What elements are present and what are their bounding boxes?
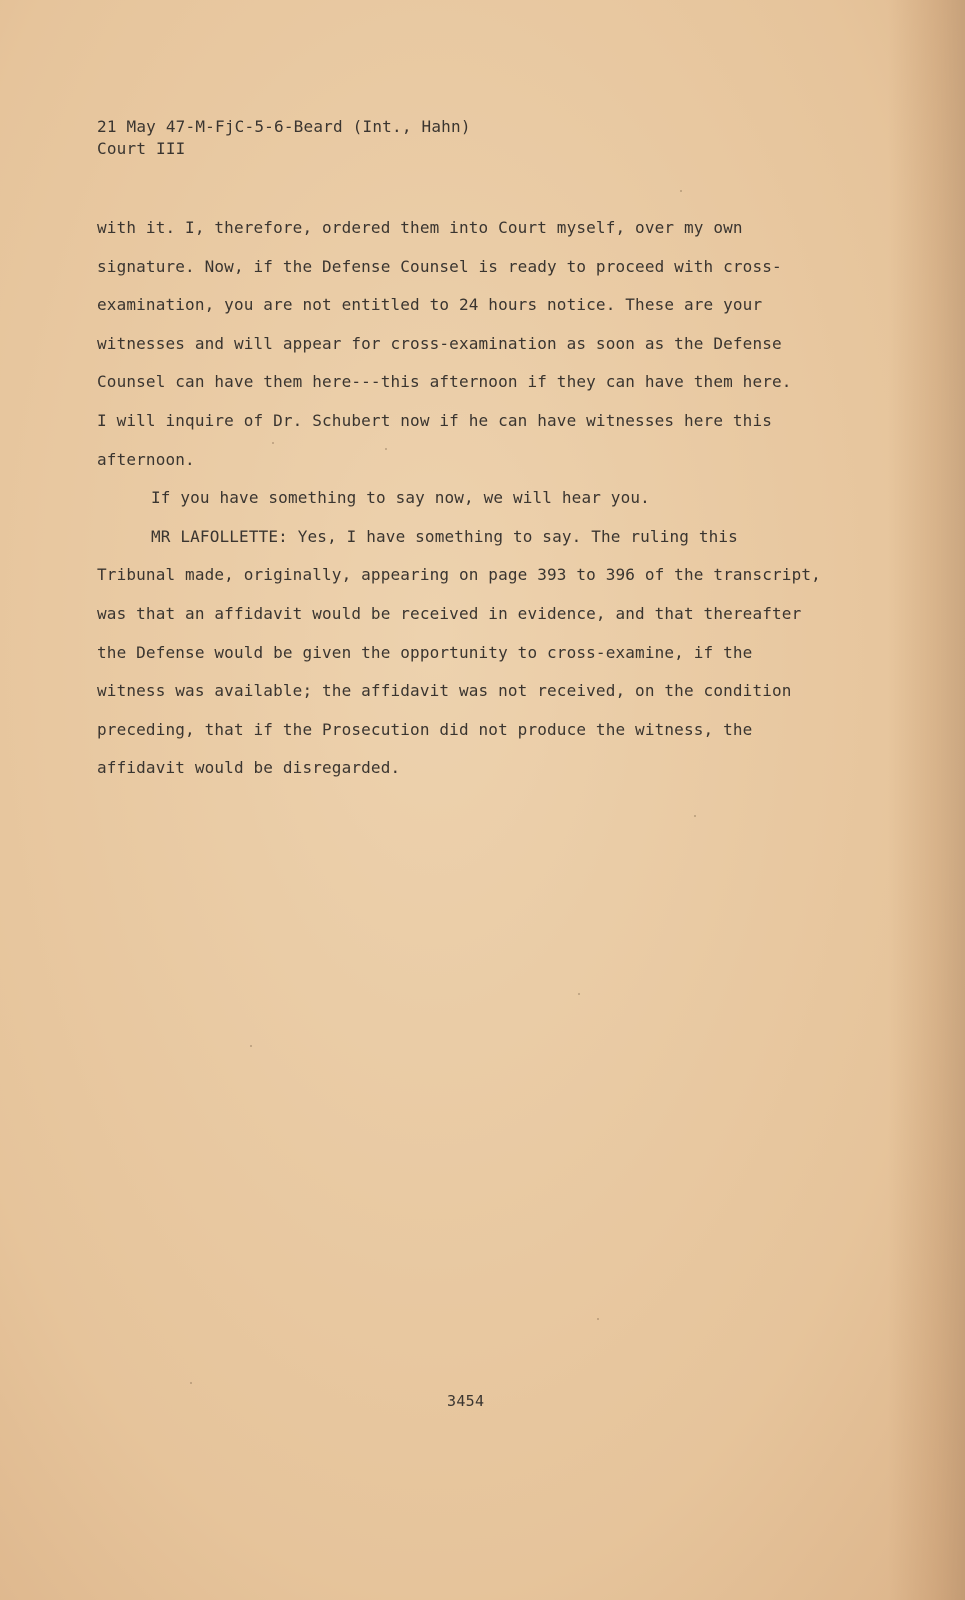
body-line: affidavit would be disregarded.	[97, 758, 401, 778]
paper-speck	[597, 1318, 599, 1320]
page-number: 3454	[447, 1392, 485, 1410]
paper-speck	[250, 1045, 252, 1047]
header-session-line: 21 May 47-M-FjC-5-6-Beard (Int., Hahn)	[97, 117, 471, 136]
paper-speck	[190, 1382, 192, 1384]
document-header	[97, 116, 471, 160]
header-court-line: Court III	[97, 139, 186, 158]
body-line: examination, you are not entitled to 24 hours notice. These are your	[97, 295, 763, 315]
paper-speck	[680, 190, 682, 192]
transcript-body	[97, 218, 857, 797]
speaker-line: MR LAFOLLETTE: Yes, I have something to say. The ruling this	[151, 526, 738, 546]
paper-speck	[578, 993, 580, 995]
body-line: afternoon.	[97, 449, 195, 469]
body-line: with it. I, therefore, ordered them into Court myself, over my own	[97, 218, 743, 237]
body-line: witnesses and will appear for cross-examination as soon as the Defense	[97, 333, 782, 353]
paper-speck	[694, 815, 696, 817]
body-line: preceding, that if the Prosecution did not produce the witness, the	[97, 719, 753, 739]
body-line: signature. Now, if the Defense Counsel is ready to proceed with cross-	[97, 256, 782, 276]
body-line: Counsel can have them here---this afternoon if they can have them here.	[97, 372, 792, 392]
body-line: the Defense would be given the opportunity to cross-examine, if the	[97, 642, 753, 662]
paper-speck	[272, 442, 274, 444]
body-line: I will inquire of Dr. Schubert now if he can have witnesses here this	[97, 410, 773, 430]
body-line: was that an affidavit would be received in evidence, and that thereafter	[97, 603, 802, 623]
body-line: witness was available; the affidavit was not received, on the condition	[97, 681, 792, 701]
paragraph-statement: If you have something to say now, we will hear you.	[151, 488, 650, 508]
body-line: Tribunal made, originally, appearing on page 393 to 396 of the transcript,	[97, 565, 821, 585]
paper-speck	[385, 448, 387, 450]
